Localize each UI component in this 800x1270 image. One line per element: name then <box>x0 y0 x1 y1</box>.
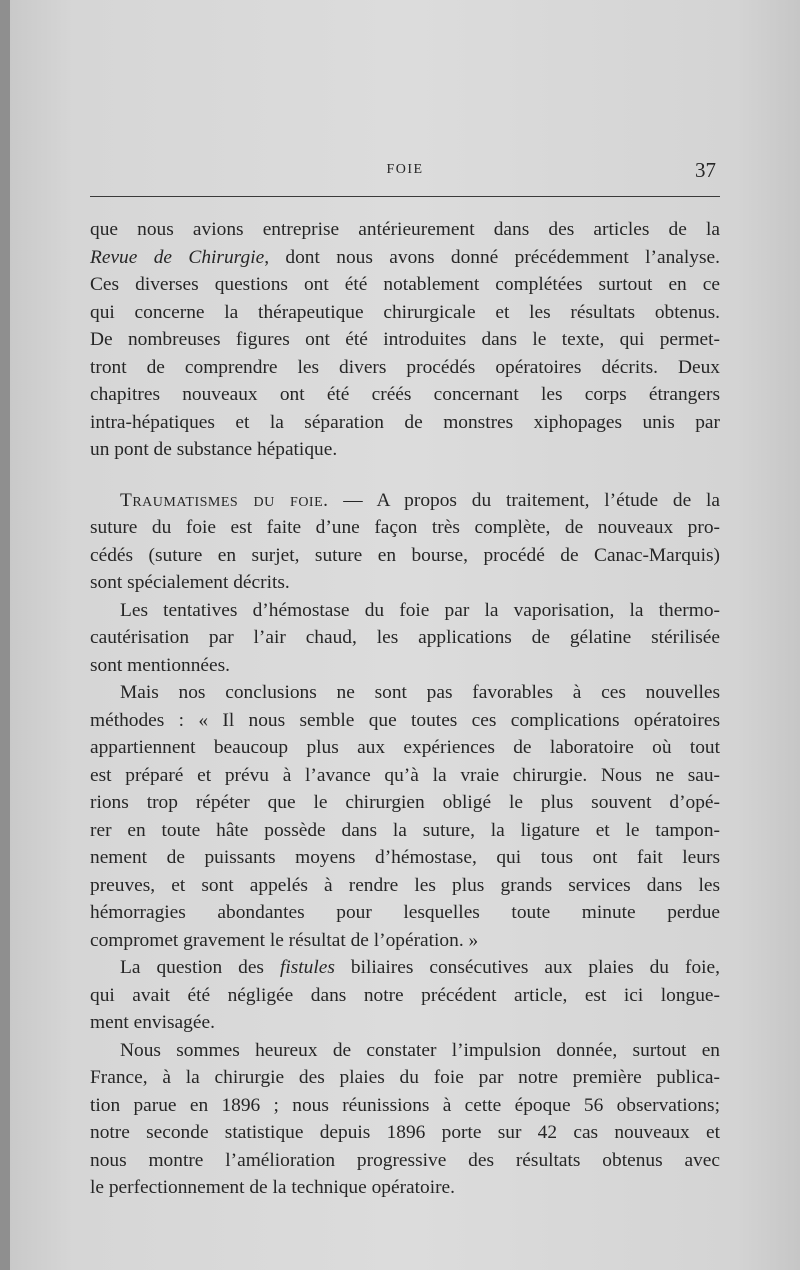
page-header <box>90 158 720 188</box>
text-segment: Ces diverses questions ont été notablement complétées surtout en ce <box>90 274 720 295</box>
text-segment: cédés (suture en surjet, suture en bourse, procédé de Canac-Marquis) <box>90 544 720 566</box>
text-segment: notre seconde statistique depuis 1896 porte sur 42 cas nouveaux et <box>90 1122 720 1143</box>
text-line <box>90 597 720 625</box>
text-line <box>90 354 720 382</box>
text-line <box>90 299 720 327</box>
paragraph-hemostase <box>90 597 720 680</box>
text-segment: hémorragies abondantes pour lesquelles toute minute perdue <box>90 902 720 923</box>
text-line <box>90 436 720 464</box>
text-line <box>90 734 720 762</box>
text-segment: qui concerne la thérapeutique chirurgicale et les résultats obtenus. <box>90 301 720 323</box>
running-title: FOIE <box>386 162 424 177</box>
text-line <box>90 624 720 652</box>
text-segment: preuves, et sont appelés à rendre les plus grands services dans les <box>90 874 720 896</box>
text-line <box>90 679 720 707</box>
paragraph-fistules <box>90 954 720 1037</box>
text-line <box>90 487 720 515</box>
text-line <box>90 844 720 872</box>
text-line <box>90 1174 720 1202</box>
text-line <box>90 1092 720 1120</box>
text-line <box>90 381 720 409</box>
text-line <box>90 326 720 354</box>
text-line <box>90 1119 720 1147</box>
text-segment: Mais nos conclusions ne sont pas favorables à ces nouvelles <box>120 682 720 703</box>
book-page <box>10 0 800 1270</box>
text-line <box>90 1037 720 1065</box>
text-line <box>90 817 720 845</box>
text-line <box>90 409 720 437</box>
page-number: 37 <box>695 158 716 182</box>
text-line <box>90 542 720 570</box>
text-segment: tront de comprendre les divers procédés opératoires décrits. Deux <box>90 356 720 378</box>
text-line <box>90 514 720 542</box>
text-line <box>90 1064 720 1092</box>
text-segment: biliaires consécutives aux plaies du foie, <box>334 957 720 978</box>
text-segment: compromet gravement le résultat de l’opération. » <box>90 929 479 951</box>
body-text <box>90 216 720 1202</box>
text-segment: ment envisagée. <box>90 1012 215 1033</box>
text-line <box>90 1009 720 1037</box>
text-line <box>90 927 720 955</box>
italic-text: Revue de Chirurgie <box>90 246 265 268</box>
text-line <box>90 982 720 1010</box>
paragraph-statistique <box>90 1037 720 1202</box>
text-segment: rions trop répéter que le chirurgien obligé le plus souvent d’opé- <box>90 792 720 813</box>
text-segment: intra-hépatiques et la séparation de monstres xiphopages unis par <box>90 411 720 433</box>
text-segment: De nombreuses figures ont été introduites dans le texte, qui permet- <box>90 329 720 350</box>
text-segment: est préparé et prévu à l’avance qu’à la vraie chirurgie. Nous ne sau- <box>90 764 720 786</box>
text-line <box>90 872 720 900</box>
text-segment: cautérisation par l’air chaud, les applications de gélatine stérilisée <box>90 627 720 648</box>
text-line <box>90 569 720 597</box>
text-line <box>90 244 720 272</box>
paragraph-traumatismes <box>90 487 720 597</box>
text-line <box>90 1147 720 1175</box>
text-segment: suture du foie est faite d’une façon très complète, de nouveaux pro- <box>90 517 720 538</box>
text-line <box>90 899 720 927</box>
text-segment: La question des <box>120 957 280 978</box>
text-segment: Nous sommes heureux de constater l’impulsion donnée, surtout en <box>120 1039 720 1061</box>
text-segment: Les tentatives d’hémostase du foie par la vaporisation, la thermo- <box>120 599 720 621</box>
text-segment: nement de puissants moyens d’hémostase, qui tous ont fait leurs <box>90 847 720 868</box>
text-segment: France, à la chirurgie des plaies du foie par notre première publica- <box>90 1067 720 1088</box>
text-segment: que nous avions entreprise antérieurement dans des articles de la <box>90 219 720 240</box>
text-segment: méthodes : « Il nous semble que toutes ces complications opératoires <box>90 709 720 731</box>
text-segment: un pont de substance hépatique. <box>90 439 338 460</box>
text-segment: tion parue en 1896 ; nous réunissions à cette époque 56 observations; <box>90 1094 720 1116</box>
paragraph-continuation <box>90 216 720 464</box>
text-line <box>90 789 720 817</box>
text-segment: qui avait été négligée dans notre précédent article, est ici longue- <box>90 984 720 1006</box>
text-line <box>90 652 720 680</box>
text-segment: sont spécialement décrits. <box>90 572 290 593</box>
text-segment: — A propos du traitement, l’étude de la <box>328 489 720 511</box>
text-segment: appartiennent beaucoup plus aux expériences de laboratoire où tout <box>90 737 720 758</box>
text-segment: le perfectionnement de la technique opératoire. <box>90 1177 456 1198</box>
text-line <box>90 707 720 735</box>
text-segment: sont mentionnées. <box>90 654 231 676</box>
text-line <box>90 954 720 982</box>
text-segment: , dont nous avons donné précédemment l’analyse. <box>264 246 720 268</box>
italic-text: fistules <box>279 957 335 978</box>
text-line <box>90 271 720 299</box>
text-line <box>90 216 720 244</box>
text-segment: chapitres nouveaux ont été créés concernant les corps étrangers <box>90 384 720 405</box>
text-segment: nous montre l’amélioration progressive des résultats obtenus avec <box>90 1149 720 1171</box>
header-rule <box>90 196 720 197</box>
text-segment: rer en toute hâte possède dans la suture, la ligature et le tampon- <box>90 819 720 841</box>
section-heading: Traumatismes du foie. <box>120 489 329 511</box>
text-line <box>90 762 720 790</box>
paragraph-conclusions-quote <box>90 679 720 954</box>
